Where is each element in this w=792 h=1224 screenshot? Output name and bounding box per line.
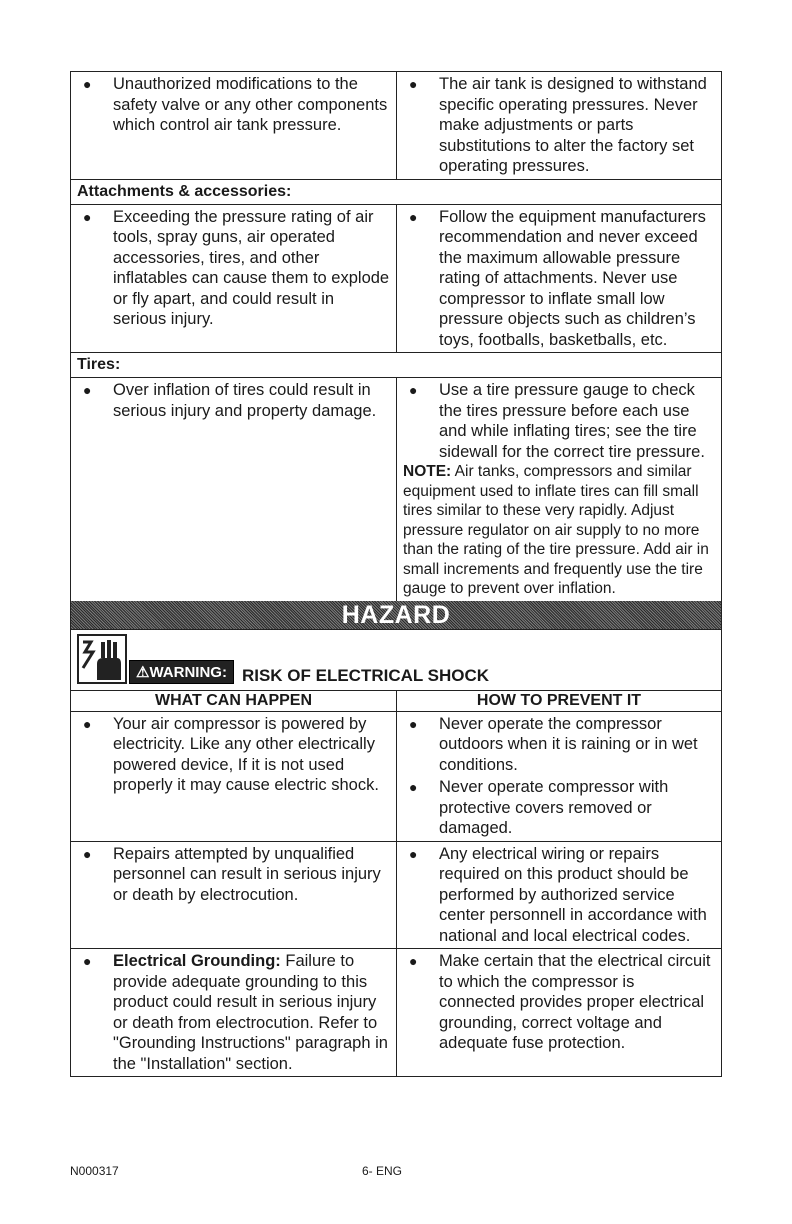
bullet-icon: ●	[409, 845, 418, 862]
row-attachments: ● Exceeding the pressure rating of air tools, spray guns, air operated accessories, tires, and other inflatables can cause them to explode or fly apart, and could result in serious injury. ● Follow the equipment manufacturers recommendation and never exceed the maximum allowable pressure rating of attachments. Never use compressor to inflate small low pressure objects such as children’s toys, footballs, basketballs, etc.	[71, 204, 721, 353]
bullet-icon: ●	[409, 953, 418, 969]
safety-table	[70, 71, 722, 1077]
row-shock-grounding: ● Electrical Grounding: Failure to provide adequate grounding to this product could result in serious injury or death from electrocution. Refer to "Grounding Instructions" paragraph in the "Installation" section. ● Make certain that the electrical circuit to which the compressor is connected provides proper electrical grounding, correct voltage and adequate fuse protection.	[71, 948, 721, 1076]
bullet-icon: ●	[409, 208, 418, 225]
row-shock-repairs: ● Repairs attempted by unqualified personnel can result in serious injury or death by electrocution. ● Any electrical wiring or repairs required on this product should be performed by authorized service center personnell in accordance with national and local electrical codes.	[71, 841, 721, 949]
section-heading-attachments: Attachments & accessories:	[77, 182, 292, 200]
column-headers	[71, 690, 721, 711]
header-how-to-prevent: HOW TO PREVENT IT	[476, 691, 642, 709]
tires-note: NOTE: Air tanks, compressors and similar equipment used to inflate tires can fill small tires similar to these very rapidly. Adjust pressure regulator on air supply to no more than the rating of the tire pressure. Add air in small increments and frequently use the tire gauge to prevent over inflation.	[403, 463, 709, 597]
row-shock-power: ● Your air compressor is powered by electricity. Like any other electrically powered device, If it is not used properly it may cause electric shock. ● Never operate the compressor outdoors when it is raining or in wet conditions. ● Never operate compressor with protective covers removed or damaged.	[71, 711, 721, 841]
warning-badge: ⚠WARNING:	[129, 660, 234, 684]
page-number: 6- ENG	[362, 1164, 403, 1178]
warning-row	[71, 629, 721, 690]
header-what-can-happen: WHAT CAN HAPPEN	[71, 691, 397, 711]
bullet-icon: ●	[83, 382, 92, 398]
bullet-icon: ●	[83, 76, 92, 92]
risk-title: RISK OF ELECTRICAL SHOCK	[241, 665, 490, 685]
bullet-icon: ●	[409, 715, 418, 732]
section-heading-tires: Tires:	[77, 356, 121, 373]
electric-shock-icon	[77, 634, 127, 684]
bullet-icon: ●	[83, 953, 92, 969]
doc-code: N000317	[70, 1164, 119, 1178]
row-tires: ● Over inflation of tires could result in serious injury and property damage. ● Use a tire pressure gauge to check the tires pressure before each use and while inflating tires; see the tire sidewall for the correct tire pressure. NOTE: Air tanks, compressors and similar equipment used to inflate tires can fill small tires similar to these very rapidly. Adjust pressure regulator on air supply to no more than the rating of the tire pressure. Add air in small increments and frequently use the tire gauge to prevent over inflation.	[71, 377, 721, 601]
hazard-banner: HAZARD	[71, 601, 721, 629]
bullet-icon: ●	[83, 715, 92, 732]
bullet-icon: ●	[409, 382, 418, 398]
bullet-icon: ●	[83, 845, 92, 862]
bullet-icon: ●	[409, 76, 418, 92]
bullet-icon: ●	[83, 208, 92, 225]
row-safety-valve: ● Unauthorized modifications to the safety valve or any other components which control air tank pressure. ● The air tank is designed to withstand specific operating pressures. Never make adjustments or parts substitutions to alter the factory set operating pressures.	[71, 72, 721, 179]
bullet-icon: ●	[409, 779, 418, 795]
